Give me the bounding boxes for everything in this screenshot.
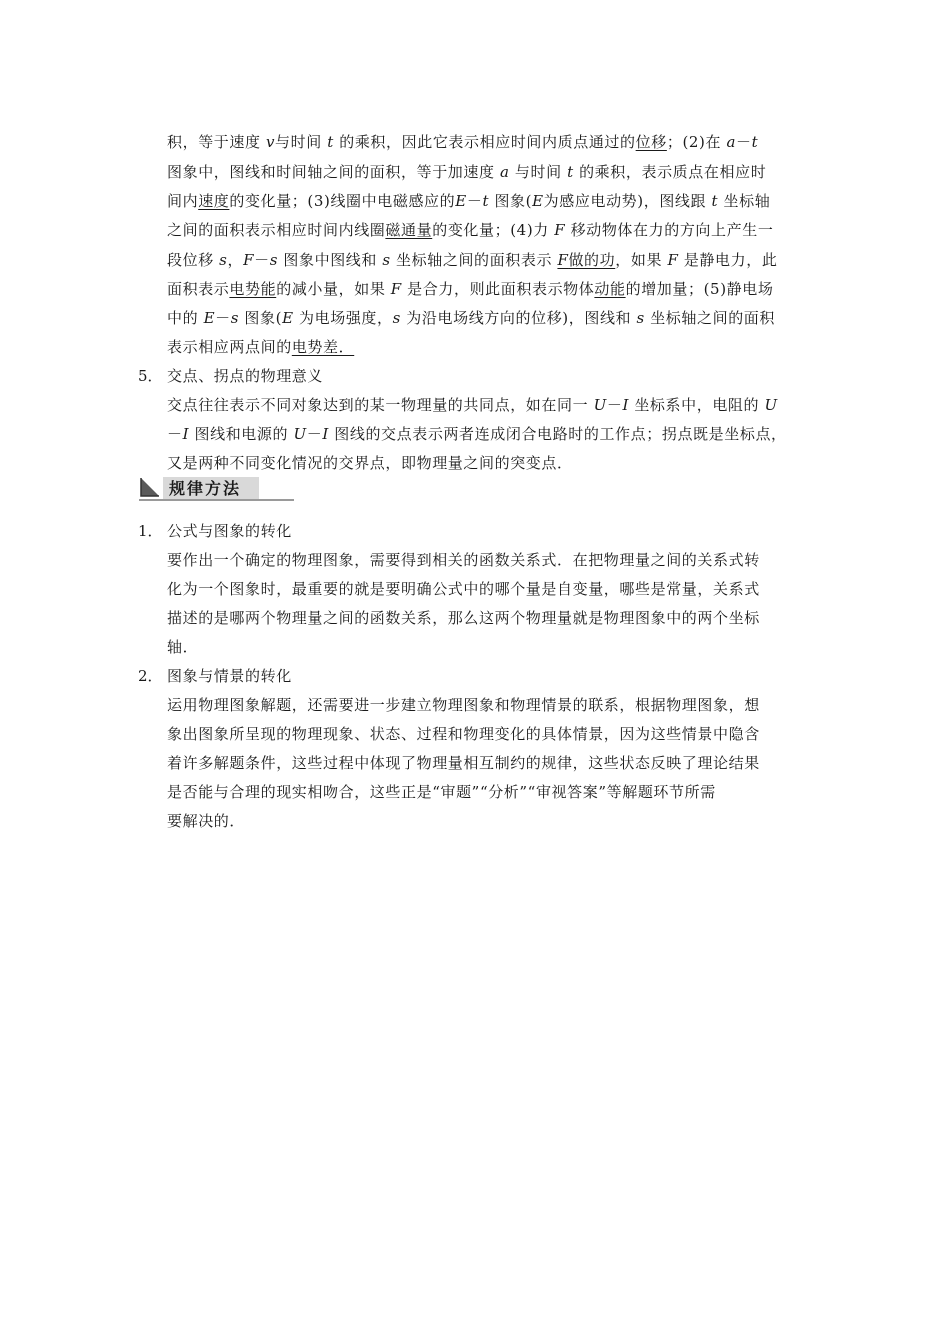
item-title: 交点、拐点的物理意义 [167,367,324,385]
item-number: 2． [138,667,163,685]
paragraph-line: －I 图线和电源的 U－I 图线的交点表示两者连成闭合电路时的工作点；拐点既是坐标点， [167,425,787,443]
section-underline [139,499,294,501]
paragraph-line: 面积表示电势能的减小量，如果 F 是合力，则此面积表示物体动能的增加量；(5)静电场 [167,280,774,298]
answer-blank: 磁通量 [385,221,433,239]
answer-blank: 速度 [198,192,230,210]
paragraph-line: 轴． [167,638,199,656]
answer-blank: 动能 [594,280,626,298]
item-title: 公式与图象的转化 [167,522,292,540]
paragraph-line: 又是两种不同变化情况的交界点，即物理量之间的突变点． [167,454,573,472]
item-number: 5． [138,367,163,385]
answer-blank: F做的功 [557,251,616,269]
paragraph-line: 化为一个图象时，最重要的就是要明确公式中的哪个量是自变量，哪些是常量，关系式 [167,580,760,598]
paragraph-line: 表示相应两点间的电势差． [167,338,355,356]
answer-blank: 电势差． [291,338,355,356]
item-title: 图象与情景的转化 [167,667,292,685]
paragraph-line: 图象中，图线和时间轴之间的面积，等于加速度 a 与时间 t 的乘积，表示质点在相应时 [167,163,767,181]
paragraph-line: 之间的面积表示相应时间内线圈磁通量的变化量；(4)力 F 移动物体在力的方向上产生一 [167,221,774,239]
paragraph-line: 积，等于速度 v与时间 t 的乘积，因此它表示相应时间内质点通过的位移；(2)在 a－t [167,133,759,151]
answer-blank: 电势能 [229,280,277,298]
section-header [139,475,294,501]
paragraph-line: 象出图象所呈现的物理现象、状态、过程和物理变化的具体情景，因为这些情景中隐含 [167,725,760,743]
paragraph-line: 是否能与合理的现实相吻合，这些正是“审题”“分析”“审视答案”等解题环节所需 [167,783,716,801]
section-title: 规律方法 [169,479,242,498]
paragraph-line: 中的 E－s 图象(E 为电场强度，s 为沿电场线方向的位移)，图线和 s 坐标轴之间的面积 [167,309,776,327]
answer-blank: 位移 [635,133,667,151]
paragraph-line: 着许多解题条件，这些过程中体现了物理量相互制约的规律，这些状态反映了理论结果 [167,754,760,772]
item-number: 1． [138,522,163,540]
paragraph-line: 描述的是哪两个物理量之间的函数关系，那么这两个物理量就是物理图象中的两个坐标 [167,609,760,627]
paragraph-line: 运用物理图象解题，还需要进一步建立物理图象和物理情景的联系，根据物理图象，想 [167,696,760,714]
section-marker-icon [139,476,161,498]
paragraph-line: 交点往往表示不同对象达到的某一物理量的共同点，如在同一 U－I 坐标系中，电阻的 U [167,396,778,414]
paragraph-line: 间内速度的变化量；(3)线圈中电磁感应的E－t 图象(E为感应电动势)，图线跟 t 坐标轴 [167,192,771,210]
paragraph-line: 要作出一个确定的物理图象，需要得到相关的函数关系式．在把物理量之间的关系式转 [167,551,760,569]
paragraph-line: 段位移 s，F－s 图象中图线和 s 坐标轴之间的面积表示 F做的功，如果 F 是静电力，此 [167,251,778,269]
paragraph-line: 要解决的． [167,812,246,830]
